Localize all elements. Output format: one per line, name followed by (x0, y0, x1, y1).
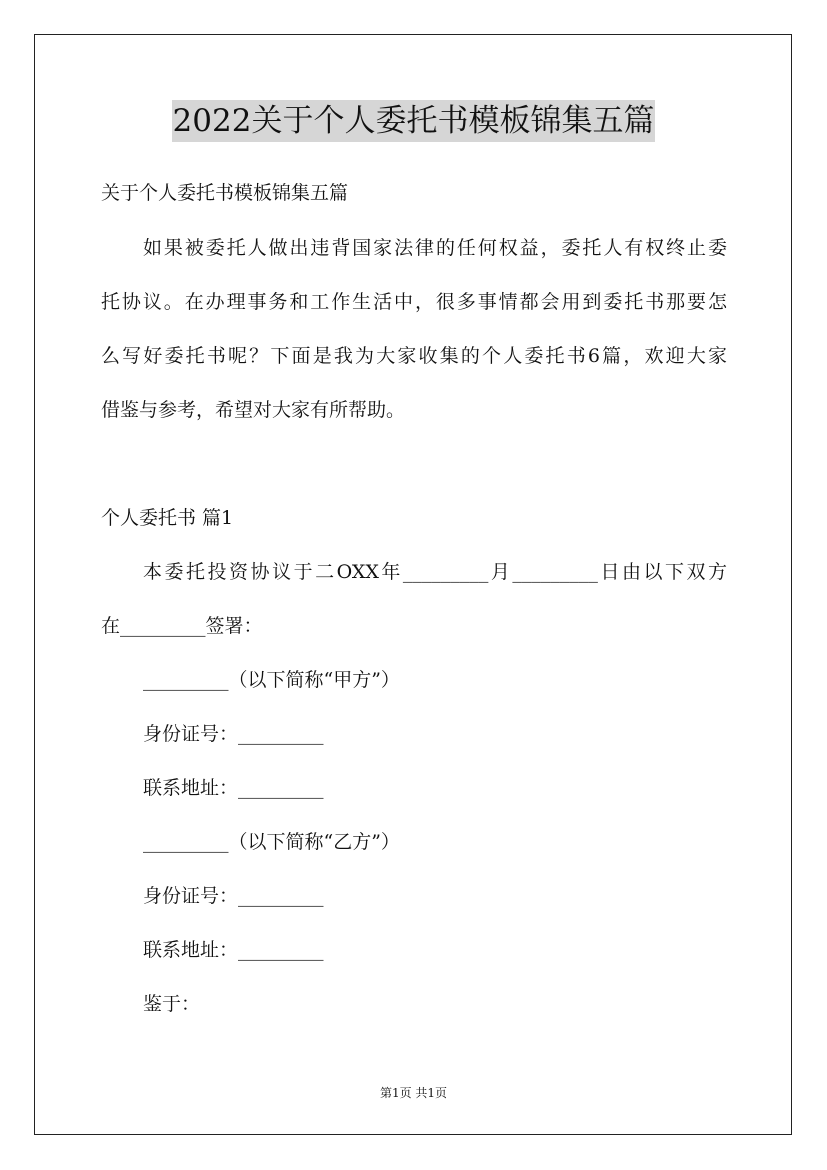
intro-line: 借鉴与参考，希望对大家有所帮助。 (101, 399, 406, 421)
agreement-line: 在_________签署： (101, 615, 263, 637)
party-a-id-line: 身份证号：_________ (143, 723, 324, 745)
whereas-line: 鉴于： (143, 993, 201, 1015)
agreement-line: 本委托投资协议于二OXX年_________月_________日由以下双方 (143, 561, 727, 583)
party-a-line: _________（以下简称“甲方”） (143, 669, 400, 691)
document-title: 2022关于个人委托书模板锦集五篇 (172, 100, 656, 142)
party-b-line: _________（以下简称“乙方”） (143, 831, 400, 853)
section-heading: 个人委托书 篇1 (101, 507, 234, 529)
party-b-id-line: 身份证号：_________ (143, 885, 324, 907)
intro-line: 么写好委托书呢？下面是我为大家收集的个人委托书6篇，欢迎大家 (101, 345, 727, 367)
title-block (0, 100, 827, 142)
party-b-address-line: 联系地址：_________ (143, 939, 324, 961)
page-footer: 第1页 共1页 (379, 1086, 448, 1100)
document-subtitle: 关于个人委托书模板锦集五篇 (101, 182, 349, 204)
party-a-address-line: 联系地址：_________ (143, 777, 324, 799)
intro-line: 如果被委托人做出违背国家法律的任何权益，委托人有权终止委 (143, 237, 727, 259)
intro-line: 托协议。在办理事务和工作生活中，很多事情都会用到委托书那要怎 (101, 291, 727, 313)
